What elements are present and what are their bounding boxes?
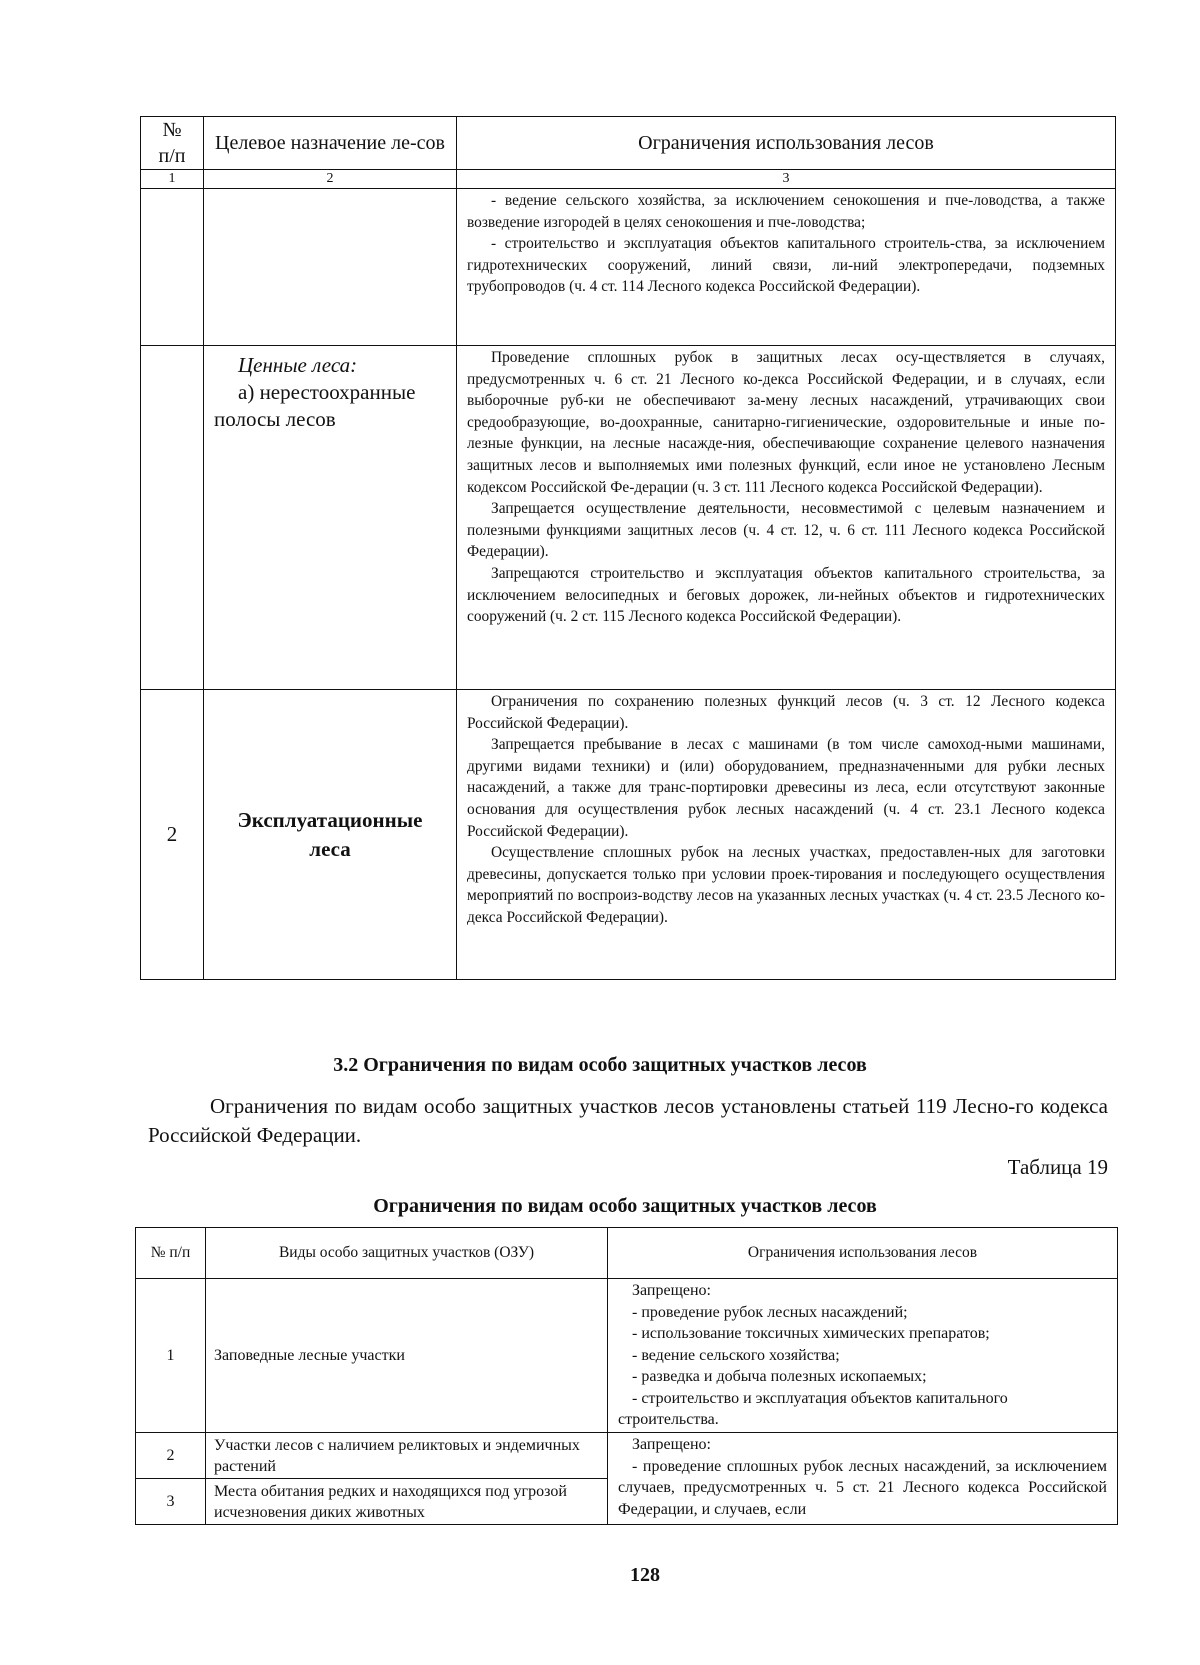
header-kind: Виды особо защитных участков (ОЗУ) (206, 1228, 608, 1279)
restriction-title: Запрещено: (632, 1282, 711, 1299)
protected-area-restrictions (608, 1279, 1118, 1433)
restriction-item: - использование токсичных химических препаратов; (632, 1325, 990, 1342)
continuation-restrictions (457, 189, 1116, 346)
valuable-forests-cell (204, 346, 457, 690)
restriction-item: - строительство и эксплуатация объектов капитального (632, 1389, 1008, 1407)
restrictions-by-purpose-table (140, 116, 1116, 980)
header-restrictions: Ограничения использования лесов (457, 117, 1116, 170)
header-num: № п/п (136, 1228, 206, 1279)
valuable-forests-sub: а) нерестоохранные (238, 380, 416, 404)
restriction-item: Осуществление сплошных рубок на лесных участках, предоставлен-ных для заготовки древесины, допускается только при условии проек-тирования и последующего осуществления мероприятий по воспроиз-водству лесов на указанных лесных участках (ч. 4 ст. 23.5 Лесного ко-декса Российской Федерации). (467, 844, 1105, 926)
restriction-item: - строительство и эксплуатация объектов капитального строитель-ства, за исключением гидротехнических сооружений, линий связи, ли-ний электропередачи, подземных трубопроводов (ч. 4 ст. 114 Лесного кодекса Российской Федерации). (467, 235, 1105, 296)
protected-area-name: Места обитания редких и находящихся под угрозой исчезновения диких животных (206, 1479, 608, 1525)
protected-area-restrictions (608, 1433, 1118, 1525)
row-number: 2 (136, 1433, 206, 1479)
empty-num-cell (141, 189, 204, 346)
section-paragraph: Ограничения по видам особо защитных участков лесов установлены статьей 119 Лесно-го кодекса Российской Федерации. (148, 1094, 1108, 1147)
restriction-item-tail: строительства. (618, 1411, 719, 1428)
header-restrictions: Ограничения использования лесов (608, 1228, 1118, 1279)
restriction-item: - ведение сельского хозяйства, за исключением сенокошения и пче-ловодства, а также возведение изгородей в целях сенокошения и пче-ловодства; (467, 192, 1105, 231)
empty-num-cell (141, 346, 204, 690)
restriction-item: Запрещаются строительство и эксплуатация объектов капитального строительства, за исключением велосипедных и беговых дорожек, ли-нейных объектов и гидротехнических сооружений (ч. 2 ст. 115 Лесного кодекса Российской Федерации). (467, 564, 1105, 626)
row-number: 1 (136, 1279, 206, 1433)
section-heading: 3.2 Ограничения по видам особо защитных участков лесов (333, 1054, 867, 1076)
table-label: Таблица 19 (1007, 1155, 1108, 1179)
header-num: № п/п (141, 117, 204, 170)
table-title: Ограничения по видам особо защитных участков лесов (373, 1195, 877, 1217)
row-number: 2 (141, 690, 204, 980)
header-purpose: Целевое назначение ле-сов (204, 117, 457, 170)
restriction-title: Запрещено: (632, 1436, 711, 1453)
restriction-item: - ведение сельского хозяйства; (632, 1346, 840, 1364)
valuable-forests-restrictions (457, 346, 1116, 690)
restriction-item: Ограничения по сохранению полезных функций лесов (ч. 3 ст. 12 Лесного кодекса Российской Федерации). (467, 693, 1105, 732)
protected-areas-table (135, 1227, 1118, 1525)
page-number: 128 (630, 1564, 660, 1586)
row-number: 3 (136, 1479, 206, 1525)
restriction-item: Проведение сплошных рубок в защитных лесах осу-ществляется в случаях, предусмотренных ч. 6 ст. 21 Лесного ко-декса Российской Федерации, и в случаях, если выборочные руб-ки не обеспечивают за-мену лесных насаждений, утрачивающих свои средообразующие, во-доохранные, санитарно-гигиенические, оздоровительные и иные по-лезные функции, на лесные насажде-ния, обеспечивающие сохранение целевого назначения защитных лесов и выполняемых ими полезных функций, если иное не установлено Лесным кодексом Российской Фе-дерации (ч. 3 ст. 111 Лесного кодекса Российской Федерации). (467, 349, 1105, 496)
empty-purpose-cell (204, 189, 457, 346)
protected-area-name: Участки лесов с наличием реликтовых и эндемичных растений (206, 1433, 608, 1479)
exploitation-forests-name: Эксплуатационные леса (204, 690, 457, 980)
exploitation-forests-restrictions (457, 690, 1116, 980)
col-number-2: 2 (204, 170, 457, 189)
valuable-forests-label: Ценные леса: (238, 353, 358, 377)
valuable-forests-sub2: полосы лесов (214, 407, 336, 431)
protected-area-name: Заповедные лесные участки (206, 1279, 608, 1433)
restriction-item: Запрещается пребывание в лесах с машинами (в том числе самоход-ными машинами, другими видами техники) и (или) оборудованием, предназначенными для рубки лесных насаждений, а также для транс-портировки древесины из леса, если отсутствуют законные основания для осуществления рубок лесных насаждений (ч. 4 ст. 23.1 Лесного кодекса Российской Федерации). (467, 736, 1105, 840)
restriction-item: - проведение рубок лесных насаждений; (632, 1303, 908, 1321)
restriction-item: - разведка и добыча полезных ископаемых; (632, 1368, 927, 1385)
restriction-text: - проведение сплошных рубок лесных насаждений, за исключением случаев, предусмотренных ч. 5 ст. 21 Лесного кодекса Российской Федерации, и случаев, если (618, 1457, 1107, 1518)
col-number-1: 1 (141, 170, 204, 189)
restriction-item: Запрещается осуществление деятельности, несовместимой с целевым назначением и полезными функциями защитных лесов (ч. 4 ст. 12, ч. 6 ст. 111 Лесного кодекса Российской Федерации). (467, 500, 1105, 561)
col-number-3: 3 (457, 170, 1116, 189)
